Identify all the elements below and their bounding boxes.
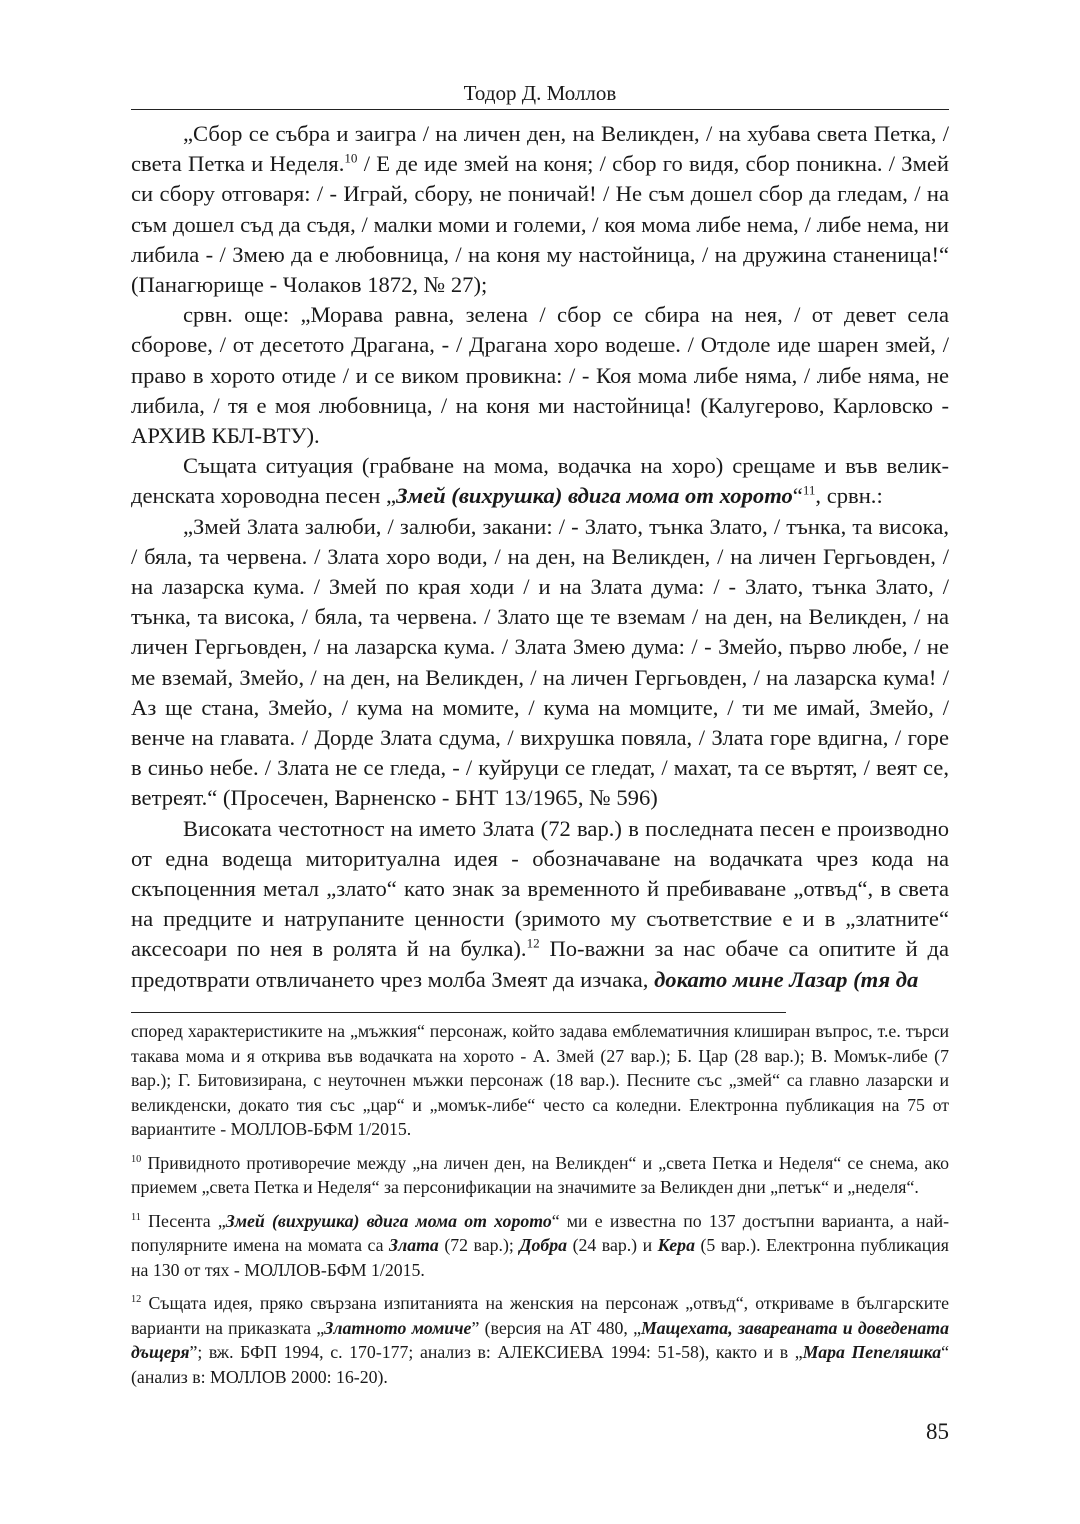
paragraph-2: срвн. още: „Морава равна, зелена / сбор се сбира на нея, / от девет села сборове, / от десетото Драгана, - / Драгана хоро водеше. / Отдоле иде шарен змей, / право в хорото отиде / и се виком провикна: / - Коя мома либе няма, / либе няма, не либила, / тя е моя любовница, / на коня ми настойница! (Калугерово, Карловско - АРХИВ КБЛ-ВТУ). bbox=[131, 302, 949, 449]
main-text bbox=[131, 119, 949, 995]
song-title: Змей (вихрушка) вдига мома от хорото bbox=[396, 483, 793, 509]
paragraph-4: „Змей Злата залюби, / залюби, закани: / - Злато, тънка Злато, / тънка, та висока, / бяла, та червена. / Злата хоро води, / на ден, на Великден, / на личен Гергьовден, / на лазарска кума. / Змей по края ходи / и на Злата дума: / - Злато, тънка Злато, / тънка, та висока, / бяла, та червена. / Злато ще те вземам / на ден, на Великден, / на личен Гергьовден, / на лазарска кума. / Злата Змею дума: / - Змейо, първо любе, / не ме вземай, Змейо, / на ден, на Великден, / на личен Гергьовден, / на лазарска кума! / Аз ще стана, Змейо, / кума на момите, / кума на момците, / ти ме имай, Змейо, / венче на главата. / Дорде Злата сдума, / вихрушка повяла, / Злата горе вдигна, / горе в синьо небе. / Злата не се гледа, - / куйруци се гледат, / махат, та се въртят, / веят се, ветреят.“ (Просечен, Варненско - БНТ 13/1965, № 596) bbox=[131, 513, 949, 811]
footnote-12: $^{12}$ Същата идея, пряко свързана изпитанията на женския на персонаж „отвъд“, откриваме в българските варианти на приказката „Златното момиче” (версия на АТ 480, „Мащехата, завареаната и доведената дъщеря”; вж. БФП 1994, с. 170-177; анализ в: АЛЕКСИЕВА 1994: 51-58), както и в „Мара Пепеляшка“ (анализ в: МОЛЛОВ 2000: 16-20). bbox=[131, 1293, 950, 1387]
footnote-ref-12[interactable]: 12 bbox=[526, 935, 540, 951]
footnote-number: 10 bbox=[131, 1153, 142, 1165]
paragraph-5: Високата честотност на името Злата (72 вар.) в последната песен е производно от една водеща миторитуална идея - обозначаване на водачката чрез кода на скъпоценния метал „злато“ като знак за временното й пребиваване „отвъд“, в света на предците и натрупаните ценности (зримото му съответствие е и в „златните“ аксесоари по нея в ролята й на булка).$^{12}$ По-важни за нас обаче са опитите й да предотврати отвличането чрез молба Змеят да изчака, докато мине Лазар (тя да bbox=[131, 815, 949, 992]
paragraph-3: Същата ситуация (грабване на мома, водачка на хоро) срещаме и във великденската хороводна песен „Змей (вихрушка) вдига мома от хорото“$^{11}$, срвн.: bbox=[131, 453, 949, 509]
header-rule bbox=[131, 109, 949, 110]
footnote-ref-11[interactable]: 11 bbox=[802, 482, 816, 498]
footnote-rule bbox=[131, 1012, 786, 1013]
page-number: 85 bbox=[926, 1419, 949, 1444]
emphasis-text: докато мине Лазар (тя да bbox=[654, 966, 919, 992]
running-title: Тодор Д. Моллов bbox=[463, 81, 617, 105]
footnote-ref-10[interactable]: 10 bbox=[344, 150, 358, 166]
footnote-continued: според характеристиките на „мъжкия“ персонаж, който задава емблематичния клиширан въпрос, т.е. търси такава мома и я открива във водачката на хорото - А. Змей (27 вар.); Б. Цар (28 вар.); В. Момък-либе (7 вар.); Г. Битовизирана, с неуточнен мъжки персонаж (18 вар.). Песните със „змей“ са главно лазарски и великденски, докато тия със „цар“ и „момък-либе“ често са коледни. Електронна публикация на 75 от вариантите - МОЛЛОВ-БФМ 1/2015. bbox=[131, 1021, 949, 1139]
footnote-11: $^{11}$ Песента „Змей (вихрушка) вдига мома от хорото“ ми е известна по 137 достъпни варианта, а най-популярните имена на момата са Злата (72 вар.); Добра (24 вар.) и Кера (5 вар.). Електронна публикация на 130 от тях - МОЛЛОВ-БФМ 1/2015. bbox=[131, 1210, 950, 1280]
running-header bbox=[131, 80, 949, 106]
footnotes bbox=[131, 1019, 949, 1398]
footnote-number: 12 bbox=[131, 1294, 142, 1306]
footnote-10: $^{10}$ Привидното противоречие между „на личен ден, на Великден“ и „света Петка и Неделя“ се снема, ако приемем „света Петка и Неделя“ за персонификации на значимите за Великден дни „петък“ и „неделя“. bbox=[131, 1152, 949, 1197]
footnote-number: 11 bbox=[131, 1211, 141, 1223]
paragraph-1: „Сбор се събра и заигра / на личен ден, на Великден, / на хубава света Петка, / света Петка и Неделя.$^{10}$ / Е де иде змей на коня; / сбор го видя, сбор поникна. / Змей си сбору отговаря: / - Играй, сбору, не поничай! / Не съм дошел сбор да гледам, / на съм дошел съд да съдя, / малки моми и големи, / коя мома либе нема, / либе нема, ни либила - / Змею да е любовница, / на коня му настойница, / на дружина станеница!“ (Панагюрище - Чолаков 1872, № 27); bbox=[131, 121, 949, 298]
